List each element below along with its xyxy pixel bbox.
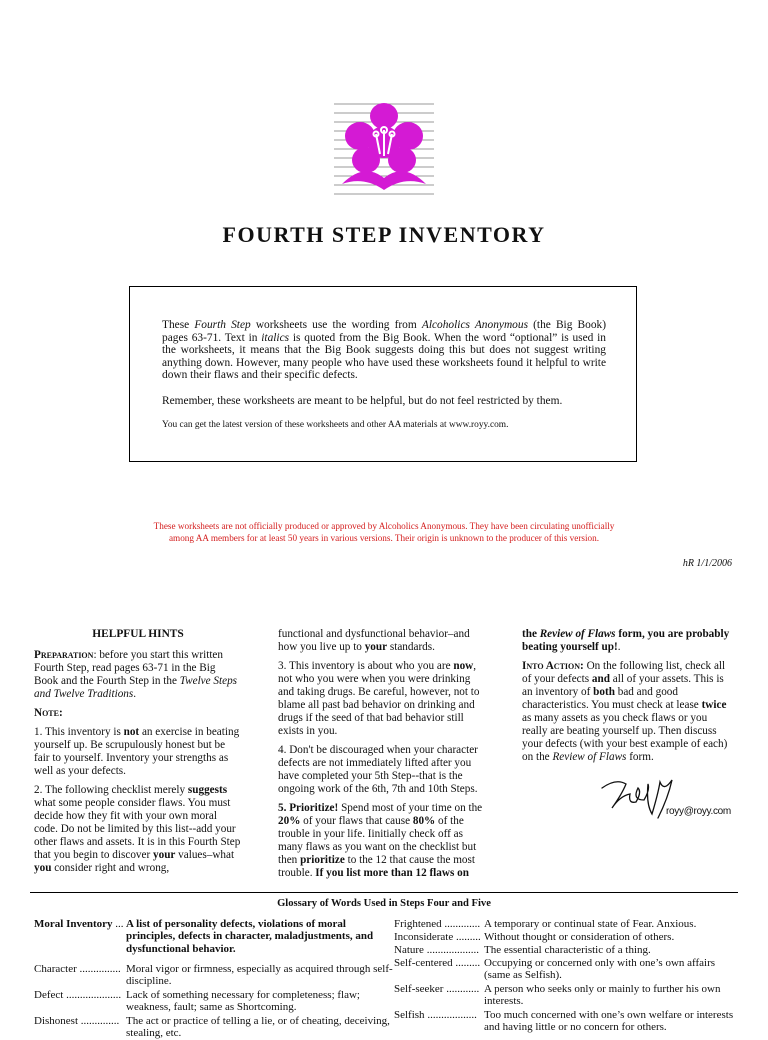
- into-action-paragraph: Into Action: On the following list, check all of your defects and all of your assets. This is an inventory of both bad and good characteristics. You must check at lease twice as many assets as you check flaws or you really are beating yourself up. Then discuss your defects (with your best example of each) on the Review of Flaws form.: [522, 660, 728, 763]
- glossary-term: Self-centered .........: [394, 957, 481, 969]
- glossary-term: Selfish ..................: [394, 1009, 477, 1021]
- page-title: FOURTH STEP INVENTORY: [222, 222, 546, 247]
- signature-email: royy@royy.com: [666, 806, 731, 817]
- glossary-term: Inconsiderate .........: [394, 931, 481, 943]
- helpful-hints-column-1: [34, 628, 242, 881]
- intro-box: [129, 286, 637, 462]
- glossary-term: Defect ....................: [34, 989, 122, 1001]
- glossary-definition: A temporary or continual state of Fear. Anxious.: [484, 918, 697, 930]
- glossary-term: Nature ...................: [394, 944, 479, 956]
- glossary-definition: The essential characteristic of a thing.: [484, 944, 651, 956]
- intro-website-note: You can get the latest version of these worksheets and other AA materials at www.royy.com.: [162, 420, 509, 430]
- note-4: 4. Don't be discouraged when your character defects are not immediately lifted after you have completed your 5th Step--that is the ongoing work of the 6th, 7th and 10th Steps.: [278, 744, 478, 795]
- preparation-paragraph: Preparation: before you start this written Fourth Step, read pages 63-71 in the Big Book and the Fourth Step in the Twelve Steps and Twelve Traditions.: [34, 649, 238, 700]
- glossary-title: Glossary of Words Used in Steps Four and Five: [277, 898, 491, 909]
- glossary-definition: Lack of something necessary for completeness; flaw; weakness, fault; same as Shortcoming.: [126, 989, 360, 1014]
- note-2-continued: functional and dysfunctional behavior–and how you live up to your standards.: [278, 628, 470, 653]
- glossary-definition: Occupying or concerned only with one’s own affairs (same as Selfish).: [484, 957, 716, 982]
- divider: [30, 892, 738, 893]
- helpful-hints-heading: HELPFUL HINTS: [92, 628, 184, 640]
- intro-paragraph: These Fourth Step worksheets use the wording from Alcoholics Anonymous (the Big Book) pages 63-71. Text in italics is quoted from the Big Book. When the word “optional” is used in the worksheets, it means that the Big Book suggests doing this but does not suggest writing anything down. However, many people who have used these worksheets found it helpful to write down their flaws and their specific defects.: [162, 319, 607, 382]
- note-heading: Note:: [34, 707, 63, 719]
- intro-reminder: Remember, these worksheets are meant to be helpful, but do not feel restricted by them.: [162, 395, 563, 407]
- date-mark: hR 1/1/2006: [682, 558, 732, 569]
- note-2: 2. The following checklist merely suggests what some people consider flaws. You must decide how they fit with your own moral code. Do not be limited by this list--add your other flaws and assets. It is in this Fourth Step that you begin to discover your values–what you consider right and wrong,: [34, 784, 241, 874]
- glossary-definition: A person who seeks only or mainly to further his own interests.: [484, 983, 721, 1008]
- flower-logo-icon: [334, 100, 434, 196]
- glossary-definition: A list of personality defects, violations of moral principles, defects in character, maladjustments, and dysfunctional behavior.: [126, 918, 374, 955]
- glossary-term: Dishonest ..............: [34, 1015, 120, 1027]
- glossary-definition: The act or practice of telling a lie, or of cheating, deceiving, stealing, etc.: [126, 1015, 390, 1040]
- note-5-continued: the Review of Flaws form, you are probably beating yourself up!.: [522, 628, 730, 653]
- note-3: 3. This inventory is about who you are now, not who you were when you were drinking and taking drugs. Be careful, however, not to blame all past bad behavior on drinking and drugs if the seed of that bad behavior still exists in you.: [278, 660, 480, 737]
- glossary-term: Frightened .............: [394, 918, 481, 930]
- helpful-hints-column-2: [278, 628, 486, 886]
- glossary-definition: Moral vigor or firmness, especially as acquired through self-discipline.: [126, 963, 393, 988]
- helpful-hints-column-3: [522, 628, 734, 770]
- note-5: 5. Prioritize! Spend most of your time on the 20% of your flaws that cause 80% of the trouble in your life. Iinitially check off as many flaws as you want on the checklist but then prioritize to the 12 that cause the most trouble. If you list more than 12 flaws on: [278, 802, 483, 879]
- glossary-term: Moral Inventory ...: [34, 918, 124, 930]
- glossary-term: Self-seeker ............: [394, 983, 480, 995]
- glossary-definition: Without thought or consideration of others.: [484, 931, 675, 943]
- glossary-term: Character ...............: [34, 963, 121, 975]
- note-1: 1. This inventory is not an exercise in beating yourself up. Be scrupulously honest but be fair to yourself. Inventory your strengths as well as your defects.: [34, 726, 240, 777]
- disclaimer: These worksheets are not officially produced or approved by Alcoholics Anonymous. They have been circulating unofficially among AA members for at least 50 years in various versions. Their origin is unknown to the producer of this version.: [153, 521, 615, 543]
- glossary-definition: Too much concerned with one’s own welfare or interests and having little or no concern for others.: [484, 1009, 734, 1034]
